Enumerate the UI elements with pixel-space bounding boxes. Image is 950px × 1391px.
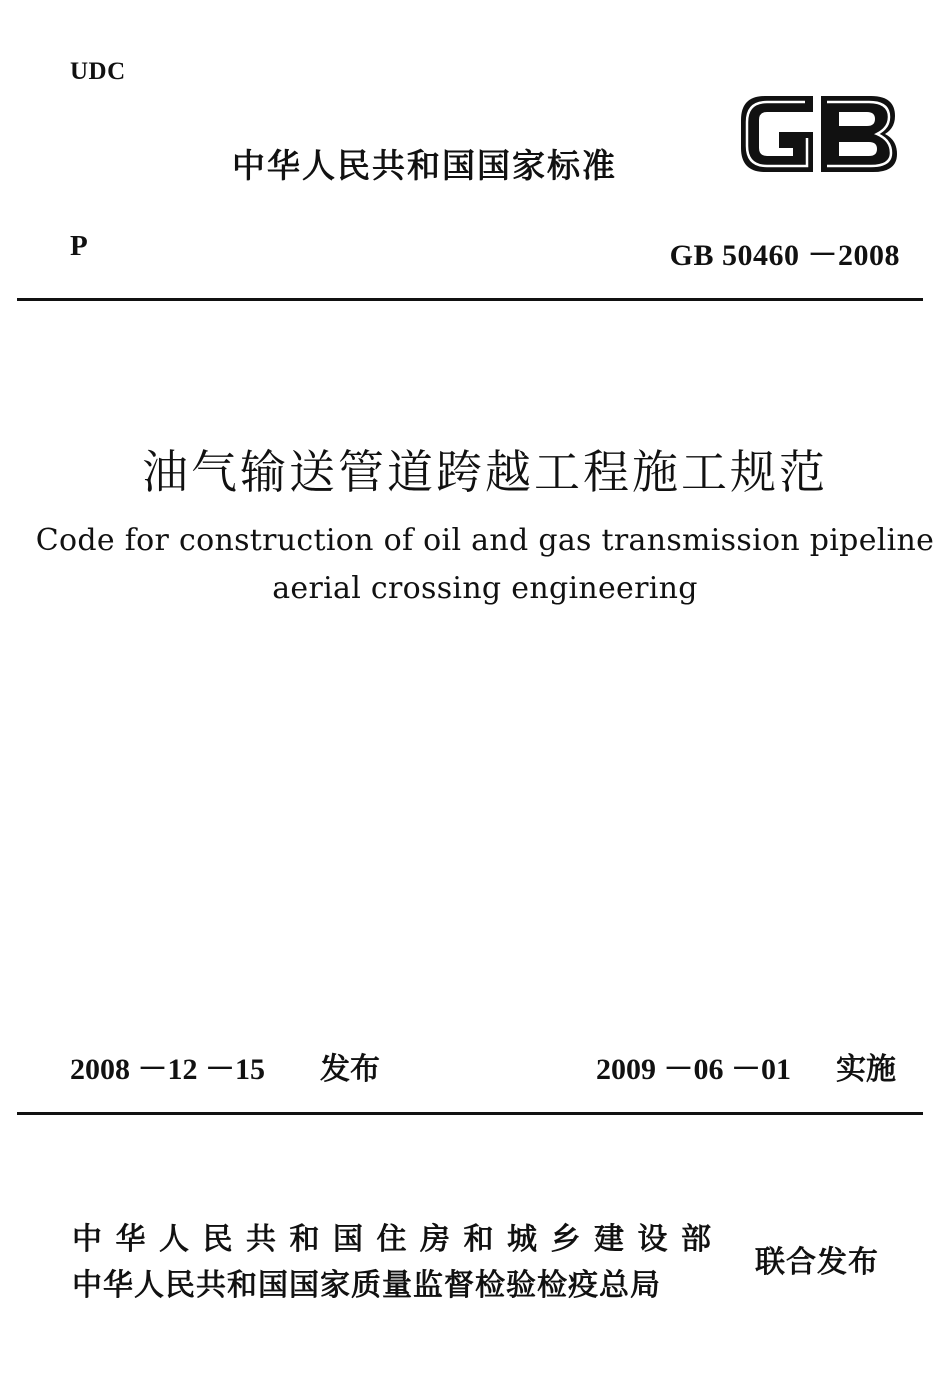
implementation-label: 实施 [836,1052,896,1087]
top-divider [17,298,923,301]
bottom-divider [17,1112,923,1115]
issue-label: 发布 [320,1052,380,1087]
standard-type-title: 中华人民共和国国家标准 [232,146,617,185]
issuer-quality-supervision: 中华人民共和国国家质量监督检验检疫总局 [72,1268,661,1303]
issue-date: 2008 －12 －15 [70,1053,265,1086]
standard-number: GB 50460 －2008 [669,239,900,272]
udc-label: UDC [70,58,126,85]
title-english-line1: Code for construction of oil and gas transmission pipeline [35,523,935,558]
gb-logo-icon [735,88,903,180]
implementation-date: 2009 －06 －01 [596,1053,791,1086]
title-english-line2: aerial crossing engineering [272,571,698,606]
issuer-ministry-housing: 中华人民共和国住房和城乡建设部 [72,1222,725,1257]
classification-code: P [70,230,88,262]
title-chinese: 油气输送管道跨越工程施工规范 [142,445,828,499]
joint-issue-label: 联合发布 [755,1245,879,1280]
